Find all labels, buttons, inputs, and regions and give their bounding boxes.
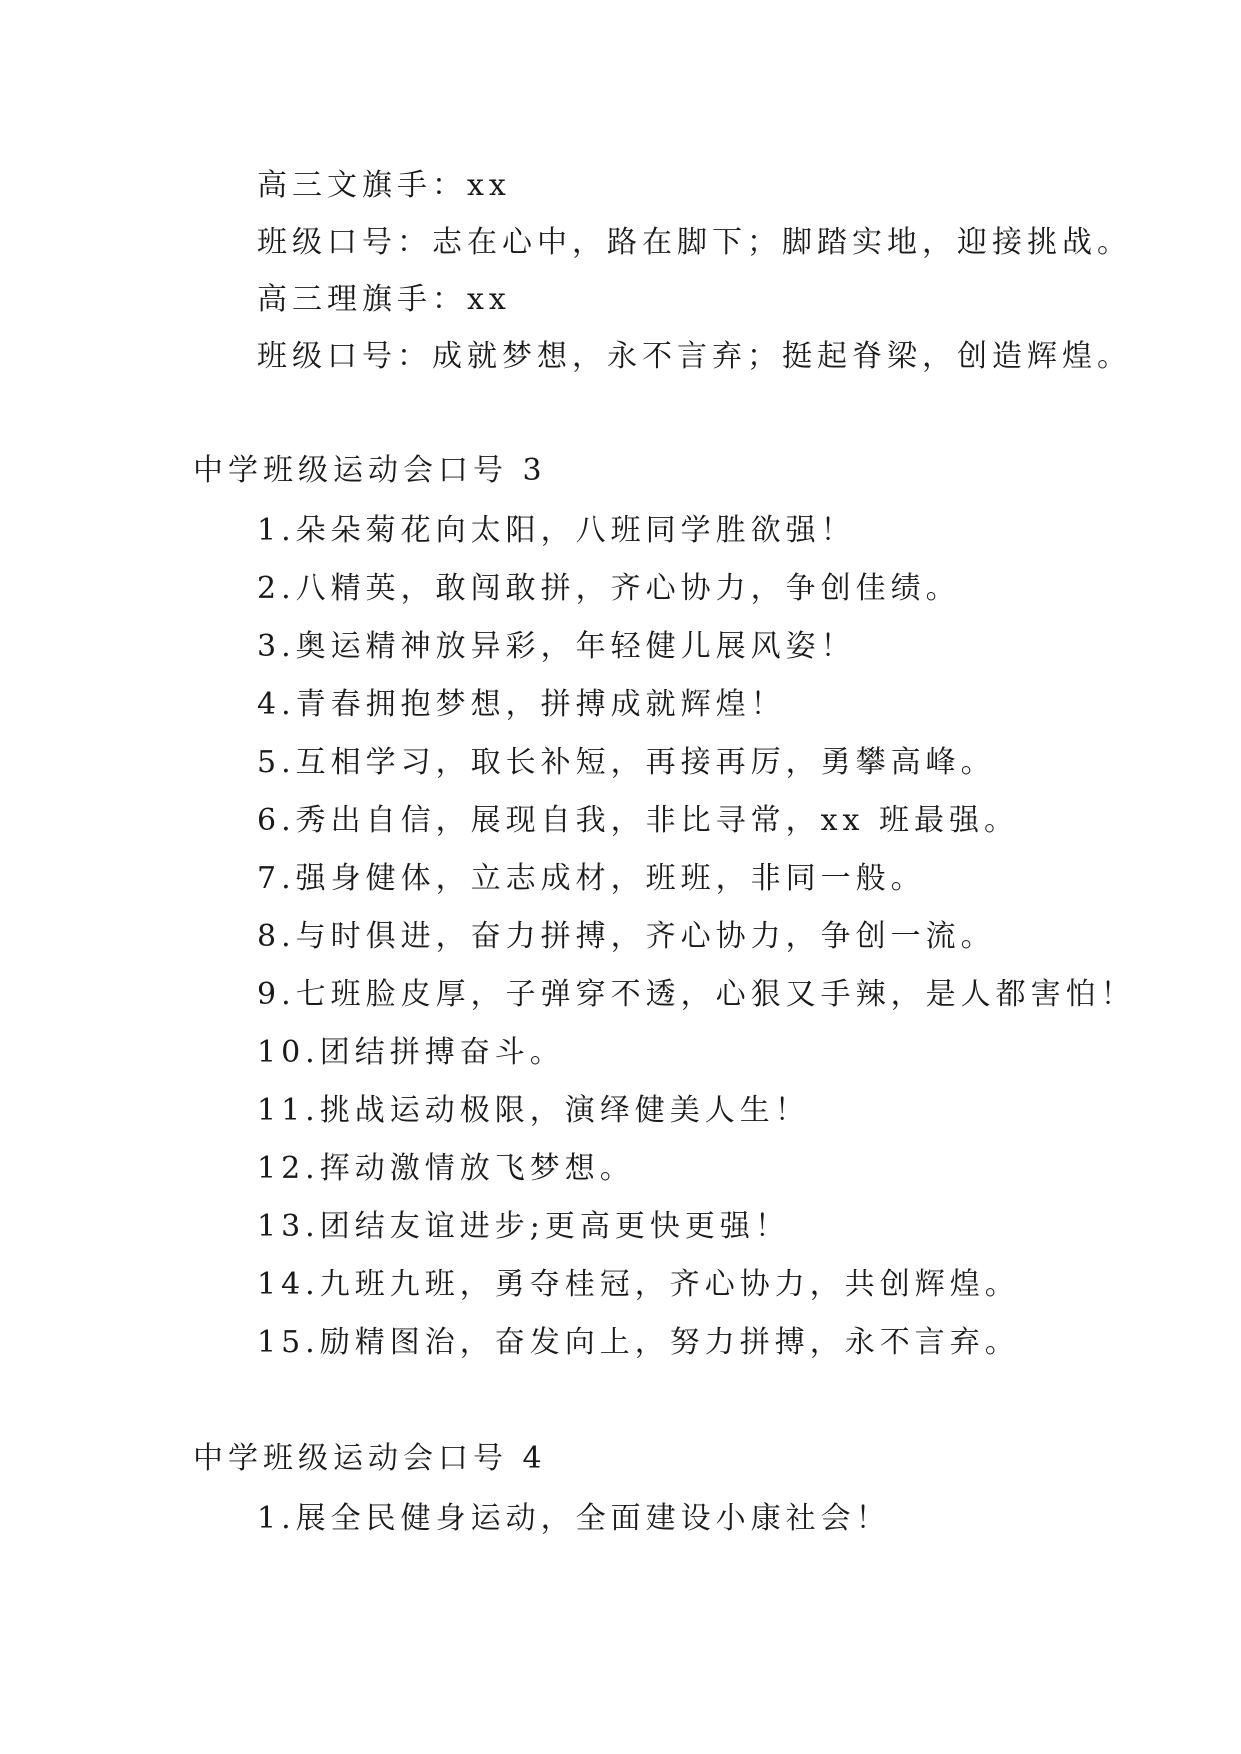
class-slogan-arts: 班级口号：志在心中，路在脚下；脚踏实地，迎接挑战。 xyxy=(257,225,1132,260)
flag-bearer-science: 高三理旗手：xx xyxy=(257,282,511,317)
list-item: 14.九班九班，勇夺桂冠，齐心协力，共创辉煌。 xyxy=(257,1267,1020,1302)
list-item: 1.朵朵菊花向太阳，八班同学胜欲强！ xyxy=(257,513,856,548)
list-item: 15.励精图治，奋发向上，努力拼搏，永不言弃。 xyxy=(257,1325,1020,1360)
flag-bearer-arts: 高三文旗手：xx xyxy=(257,168,511,203)
list-item: 6.秀出自信，展现自我，非比寻常，xx 班最强。 xyxy=(257,803,1019,838)
class-slogan-science: 班级口号：成就梦想，永不言弃；挺起脊梁，创造辉煌。 xyxy=(257,339,1132,374)
list-item: 11.挑战运动极限，演绎健美人生！ xyxy=(257,1093,810,1128)
list-item: 8.与时俱进，奋力拼搏，齐心协力，争创一流。 xyxy=(257,919,996,954)
list-item: 2.八精英，敢闯敢拼，齐心协力，争创佳绩。 xyxy=(257,571,961,606)
list-item: 3.奥运精神放异彩，年轻健儿展风姿！ xyxy=(257,629,856,664)
section-4-heading: 中学班级运动会口号 4 xyxy=(193,1441,547,1476)
section-3-heading: 中学班级运动会口号 3 xyxy=(193,453,547,488)
list-item: 10.团结拼搏奋斗。 xyxy=(257,1035,565,1070)
list-item: 9.七班脸皮厚，子弹穿不透，心狠又手辣，是人都害怕！ xyxy=(257,977,1136,1012)
list-item: 12.挥动激情放飞梦想。 xyxy=(257,1151,635,1186)
list-item: 4.青春拥抱梦想，拼搏成就辉煌！ xyxy=(257,687,786,722)
list-item: 5.互相学习，取长补短，再接再厉，勇攀高峰。 xyxy=(257,745,996,780)
list-item: 7.强身健体，立志成材，班班，非同一般。 xyxy=(257,861,926,896)
list-item: 1.展全民健身运动，全面建设小康社会！ xyxy=(257,1501,891,1536)
list-item: 13.团结友谊进步;更高更快更强！ xyxy=(257,1209,790,1244)
